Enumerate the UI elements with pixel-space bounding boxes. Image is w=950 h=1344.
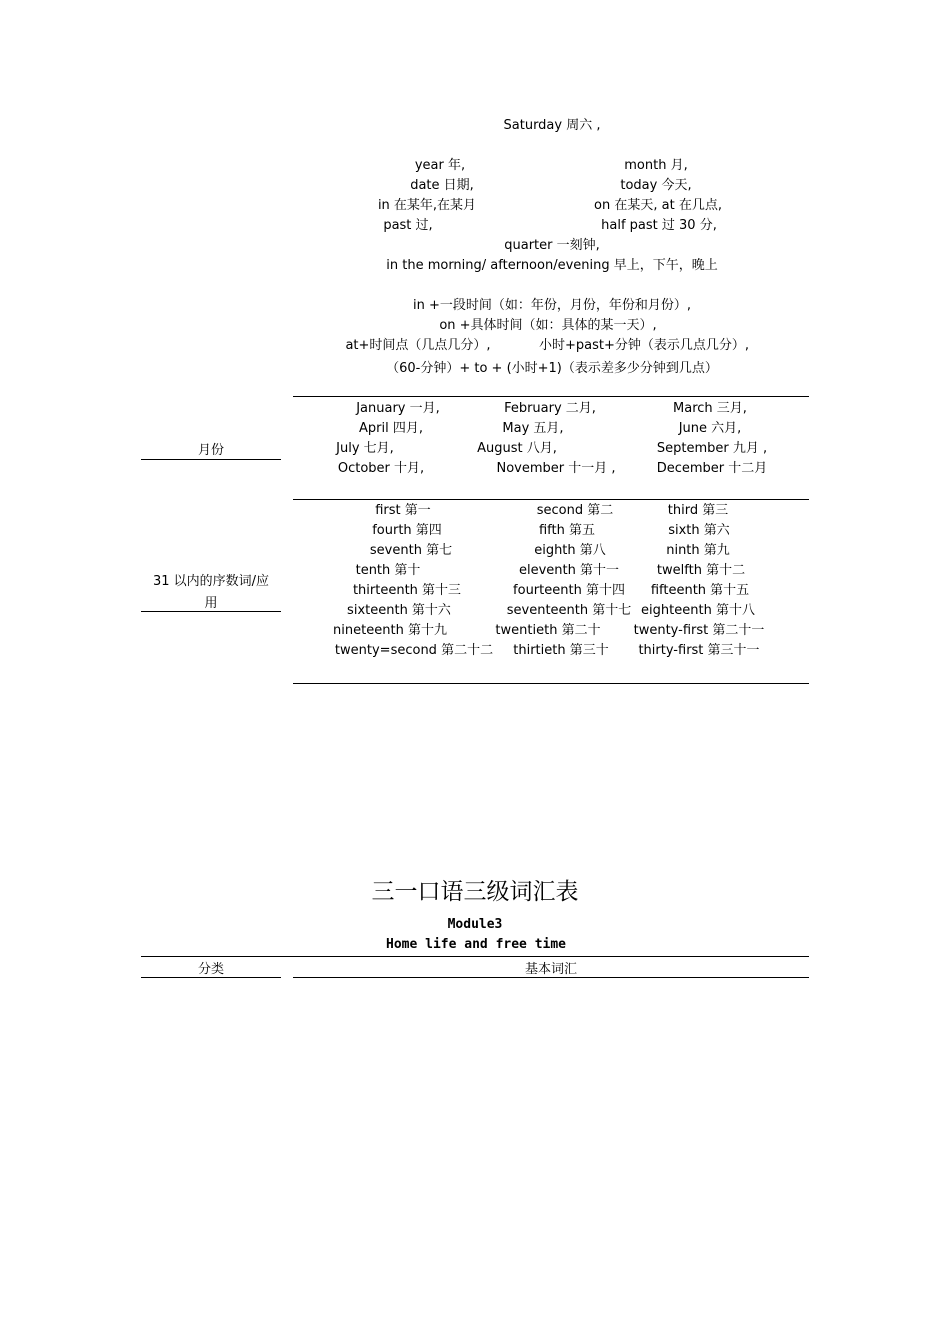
vocab-header-rule xyxy=(293,977,809,978)
month-cell: November 十一月 , xyxy=(496,461,616,476)
month-cell: October 十月, xyxy=(337,461,425,476)
month-cell: February 二月, xyxy=(504,401,596,416)
quarter-entry: quarter 一刻钟, xyxy=(504,238,600,253)
ordinal-cell: sixth 第六 xyxy=(668,523,730,538)
past-entry: past 过, xyxy=(383,218,433,233)
column-header-vocabulary: 基本词汇 xyxy=(524,962,578,977)
month-cell: March 三月, xyxy=(673,401,747,416)
month-cell: July 七月, xyxy=(336,441,394,456)
ordinal-cell: third 第三 xyxy=(667,503,729,518)
ordinal-cell: fourteenth 第十四 xyxy=(513,583,625,598)
header-top-rule xyxy=(141,956,809,957)
month-cell: August 八月, xyxy=(477,441,557,456)
ordinal-cell: twenty=second 第二十二 xyxy=(334,643,494,658)
months-label: 月份 xyxy=(197,443,225,458)
month-cell: January 一月, xyxy=(356,401,440,416)
page-title: 三一口语三级词汇表 xyxy=(371,879,579,905)
ordinal-cell: tenth 第十 xyxy=(355,563,421,578)
ordinals-label-line1: 31 以内的序数词/应 xyxy=(152,574,270,589)
ordinal-cell: fifteenth 第十五 xyxy=(650,583,750,598)
today-entry: today 今天, xyxy=(620,178,692,193)
ordinal-cell: eleventh 第十一 xyxy=(518,563,620,578)
ordinal-cell: thirteenth 第十三 xyxy=(352,583,462,598)
ordinal-cell: eighth 第八 xyxy=(534,543,606,558)
ordinal-cell: twenty-first 第二十一 xyxy=(633,623,765,638)
module-heading: Module3 xyxy=(447,917,503,932)
ordinal-cell: thirtieth 第三十 xyxy=(513,643,609,658)
morning-entry: in the morning/ afternoon/evening 早上，下午，晚上 xyxy=(386,258,718,273)
ordinal-cell: fifth 第五 xyxy=(538,523,596,538)
ordinals-top-rule xyxy=(293,499,809,500)
ordinal-cell: ninth 第九 xyxy=(666,543,730,558)
ordinals-bottom-rule xyxy=(293,683,809,684)
ordinal-cell: twentieth 第二十 xyxy=(495,623,601,638)
month-cell: April 四月, xyxy=(359,421,423,436)
date-entry: date 日期, xyxy=(410,178,474,193)
saturday-entry: Saturday 周六 , xyxy=(503,118,601,133)
month-cell: December 十二月 xyxy=(656,461,768,476)
half-past-entry: half past 过 30 分, xyxy=(601,218,717,233)
year-entry: year 年, xyxy=(414,158,466,173)
month-cell: June 六月, xyxy=(678,421,742,436)
ordinal-cell: sixteenth 第十六 xyxy=(347,603,451,618)
on-rule: on +具体时间（如：具体的某一天）, xyxy=(439,318,657,333)
months-label-rule xyxy=(141,459,281,460)
column-header-category: 分类 xyxy=(197,962,225,977)
ordinal-cell: fourth 第四 xyxy=(372,523,442,538)
at-rule: at+时间点（几点几分）, xyxy=(345,338,491,353)
ordinals-label-line2: 用 xyxy=(204,596,218,611)
ordinal-cell: eighteenth 第十八 xyxy=(641,603,755,618)
ordinal-cell: seventh 第七 xyxy=(369,543,453,558)
ordinal-cell: second 第二 xyxy=(536,503,614,518)
months-top-rule xyxy=(293,396,809,397)
on-at-entry: on 在某天, at 在几点, xyxy=(594,198,722,213)
category-header-rule xyxy=(141,977,281,978)
past-rule: 小时+past+分钟（表示几点几分）, xyxy=(538,338,750,353)
in-year-entry: in 在某年,在某月 xyxy=(377,198,477,213)
month-entry: month 月, xyxy=(624,158,688,173)
ordinal-cell: nineteenth 第十九 xyxy=(333,623,447,638)
to-rule: （60-分钟）+ to + (小时+1)（表示差多少分钟到几点） xyxy=(386,361,718,376)
ordinal-cell: thirty-first 第三十一 xyxy=(638,643,760,658)
ordinals-label-rule xyxy=(141,611,281,612)
in-rule: in +一段时间（如：年份，月份，年份和月份）, xyxy=(412,298,692,313)
month-cell: September 九月 , xyxy=(656,441,768,456)
month-cell: May 五月, xyxy=(502,421,564,436)
ordinal-cell: twelfth 第十二 xyxy=(656,563,746,578)
ordinal-cell: first 第一 xyxy=(375,503,431,518)
ordinal-cell: seventeenth 第十七 xyxy=(506,603,632,618)
module-subtitle: Home life and free time xyxy=(385,937,567,952)
